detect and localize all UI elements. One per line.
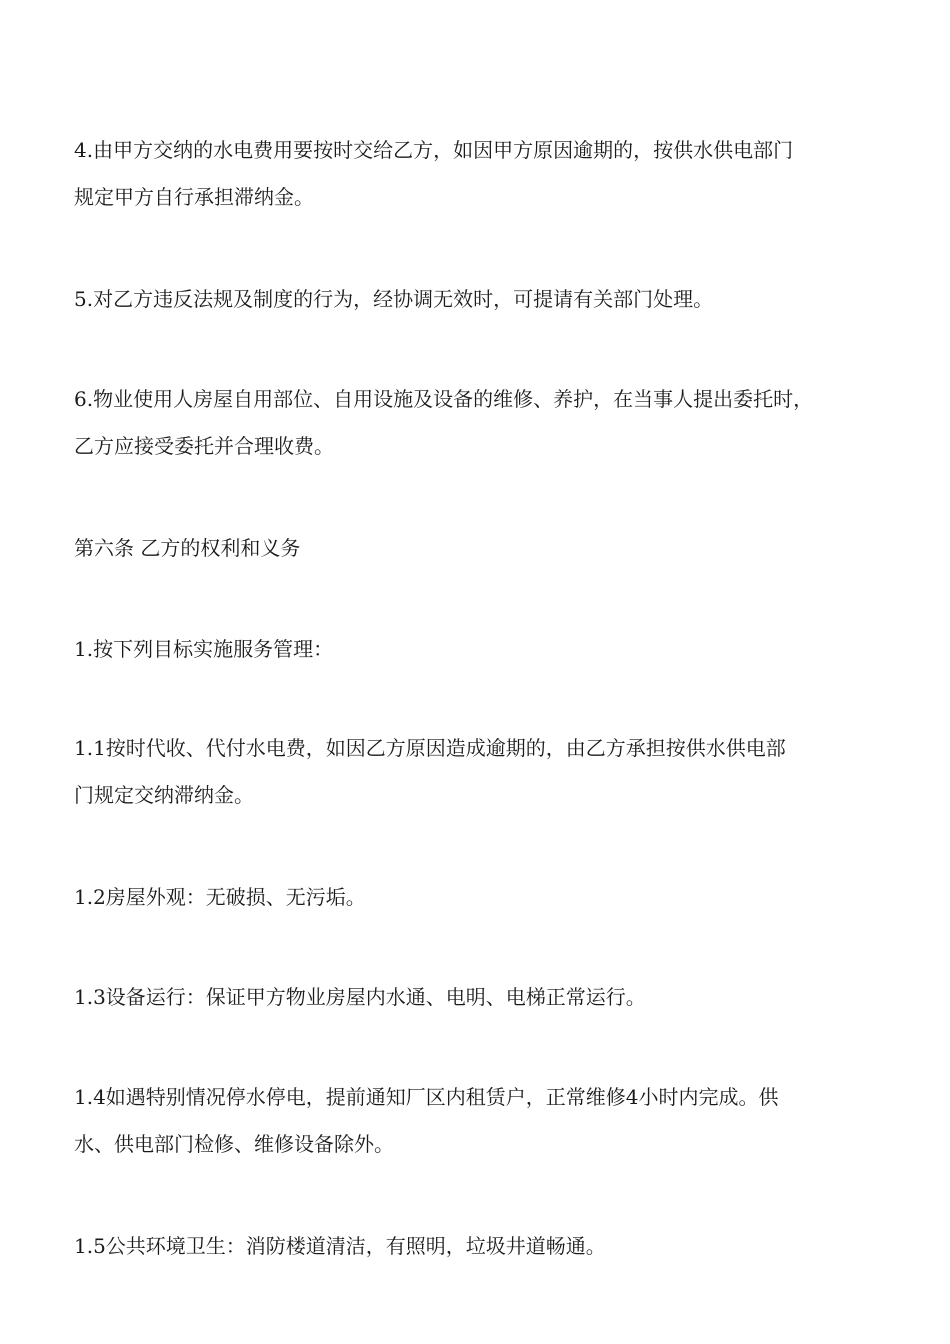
paragraph-1-1: [74, 725, 894, 819]
paragraph-1-3: [74, 974, 894, 1021]
text-line: 1.5公共环境卫生：消防楼道清洁，有照明，垃圾井道畅通。: [74, 1234, 606, 1258]
text-line: 1.按下列目标实施服务管理：: [74, 637, 334, 661]
text-line: 1.4如遇特别情况停水停电，提前通知厂区内租赁户，正常维修4小时内完成。供: [74, 1085, 779, 1109]
text-line: 1.3设备运行：保证甲方物业房屋内水通、电明、电梯正常运行。: [74, 985, 646, 1009]
text-line: 乙方应接受委托并合理收费。: [74, 434, 334, 458]
text-line: 第六条 乙方的权利和义务: [74, 536, 301, 560]
section-heading-article-6: [74, 525, 894, 572]
text-line: 1.1按时代收、代付水电费，如因乙方原因造成逾期的，由乙方承担按供水供电部: [74, 736, 786, 760]
text-line: 规定甲方自行承担滞纳金。: [74, 185, 314, 209]
text-line: 6.物业使用人房屋自用部位、自用设施及设备的维修、养护，在当事人提出委托时，: [74, 387, 814, 411]
paragraph-1-5: [74, 1223, 894, 1270]
text-line: 1.2房屋外观：无破损、无污垢。: [74, 885, 366, 909]
paragraph-maintenance: [74, 376, 894, 470]
text-line: 水、供电部门检修、维修设备除外。: [74, 1132, 394, 1156]
text-line: 5.对乙方违反法规及制度的行为，经协调无效时，可提请有关部门处理。: [74, 287, 714, 311]
paragraph-service-targets: [74, 626, 894, 673]
text-line: 4.由甲方交纳的水电费用要按时交给乙方，如因甲方原因逾期的，按供水供电部门: [74, 138, 794, 162]
paragraph-fee-payment: [74, 127, 894, 221]
paragraph-1-4: [74, 1074, 894, 1168]
paragraph-1-2: [74, 874, 894, 921]
paragraph-violations: [74, 276, 894, 323]
text-line: 门规定交纳滞纳金。: [74, 783, 254, 807]
